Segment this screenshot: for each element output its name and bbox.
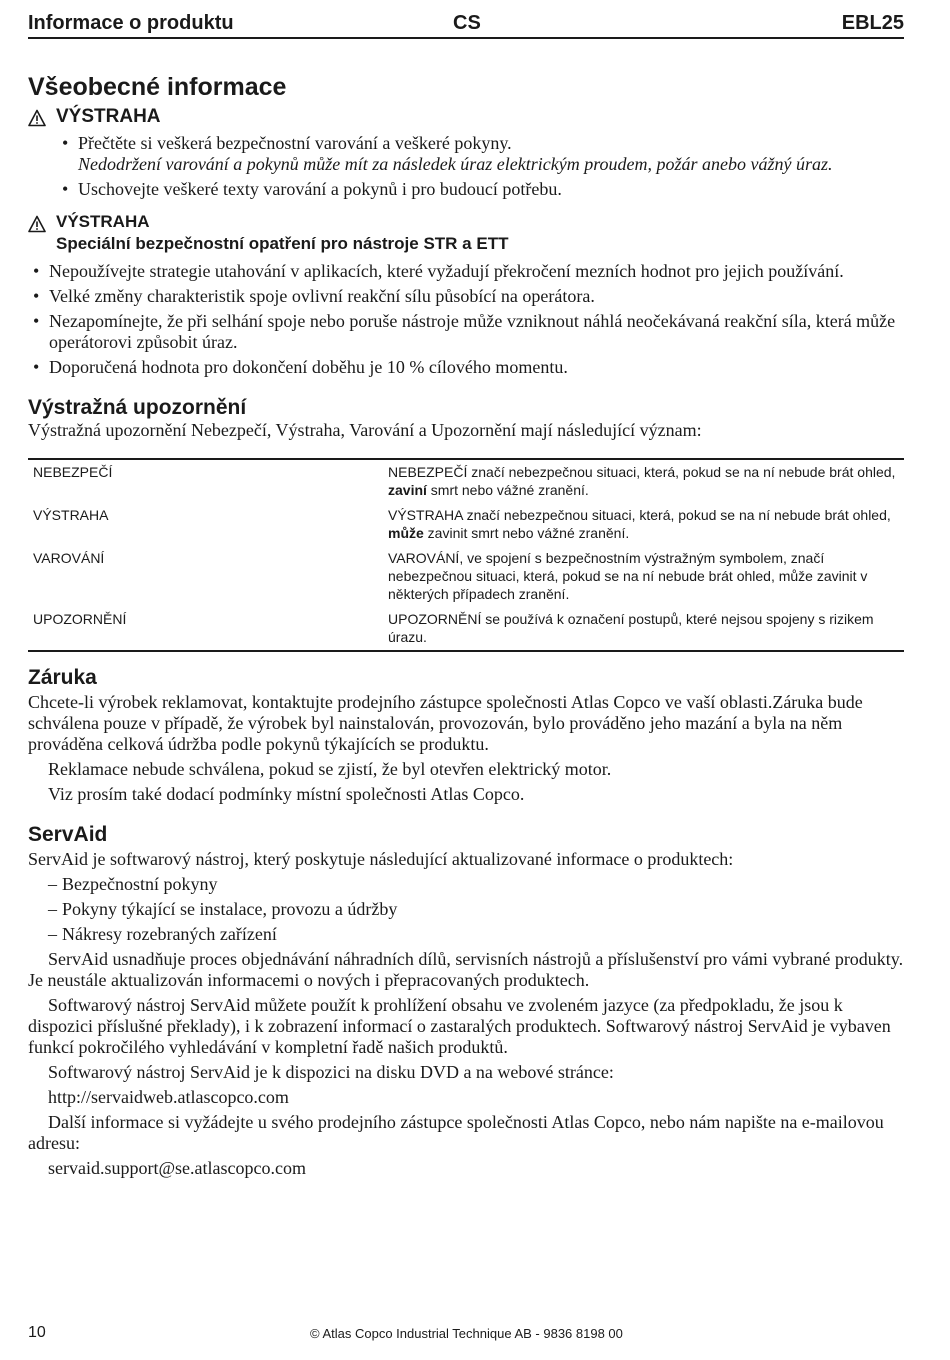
list-item: • Velké změny charakteristik spoje ovlivní reakční sílu působící na operátora. bbox=[49, 286, 904, 307]
list-item: – Pokyny týkající se instalace, provozu a údržby bbox=[48, 899, 904, 920]
page-footer bbox=[0, 1324, 950, 1344]
list-item: • Uschovejte veškeré texty varování a pokynů i pro budoucí potřebu. bbox=[78, 179, 904, 200]
signal-definition: UPOZORNĚNÍ se používá k označení postupů, které nejsou spojeny s rizikem úrazu. bbox=[388, 611, 874, 645]
table-row bbox=[28, 607, 904, 651]
list-item: – Nákresy rozebraných zařízení bbox=[48, 924, 904, 945]
signal-definition: VÝSTRAHA značí nebezpečnou situaci, která, pokud se na ní nebude brát ohled, může zavinit smrt nebo vážné zranění. bbox=[388, 507, 891, 541]
section-title-servaid: ServAid bbox=[28, 823, 108, 846]
header-language: CS bbox=[453, 12, 481, 34]
header-model: EBL25 bbox=[841, 12, 904, 34]
servaid-email-link[interactable]: servaid.support@se.atlascopco.com bbox=[48, 1158, 307, 1178]
signal-words-table bbox=[28, 458, 904, 652]
signals-intro: Výstražná upozornění Nebezpečí, Výstraha, Varování a Upozornění mají následující význam: bbox=[28, 420, 702, 440]
page-number: 10 bbox=[28, 1324, 46, 1341]
table-row bbox=[28, 503, 904, 546]
section-title-warranty: Záruka bbox=[28, 666, 97, 689]
page-header bbox=[28, 12, 904, 39]
warning-heading-2 bbox=[28, 212, 904, 233]
warning-subtitle: Speciální bezpečnostní opatření pro nástroje STR a ETT bbox=[56, 234, 509, 253]
warranty-paragraph: Viz prosím také dodací podmínky místní společnosti Atlas Copco. bbox=[48, 784, 525, 804]
warning-1-italic: Nedodržení varování a pokynů může mít za následek úraz elektrickým proudem, požár anebo vážný úraz. bbox=[78, 154, 833, 174]
signal-term: VÝSTRAHA bbox=[33, 507, 109, 523]
signal-term: NEBEZPEČÍ bbox=[33, 464, 113, 480]
warning-1-list bbox=[78, 133, 904, 200]
warning-heading-1 bbox=[28, 106, 904, 128]
warning-label: VÝSTRAHA bbox=[56, 212, 150, 231]
servaid-paragraph: Další informace si vyžádejte u svého prodejního zástupce společnosti Atlas Copco, nebo nám napište na e-mailovou adresu: bbox=[28, 1112, 884, 1153]
warning-2-list bbox=[49, 261, 904, 378]
table-row bbox=[28, 546, 904, 607]
list-item: • Nezapomínejte, že při selhání spoje nebo poruše nástroje může vzniknout náhlá neočekávaná reakční síla, která může operátorovi způsobit úraz. bbox=[49, 311, 904, 353]
page-content bbox=[28, 72, 904, 1183]
section-title-signals: Výstražná upozornění bbox=[28, 396, 247, 419]
servaid-paragraph: ServAid usnadňuje proces objednávání náhradních dílů, servisních nástrojů a příslušenství pro vámi vybrané produkty. Je neustále aktualizován informacemi o nových i přepracovaných produktech. bbox=[28, 949, 904, 990]
warning-triangle-icon bbox=[28, 215, 46, 233]
signal-term: UPOZORNĚNÍ bbox=[33, 611, 127, 627]
list-item: • Doporučená hodnota pro dokončení doběhu je 10 % cílového momentu. bbox=[49, 357, 904, 378]
list-item: – Bezpečnostní pokyny bbox=[48, 874, 904, 895]
warning-label: VÝSTRAHA bbox=[56, 106, 161, 127]
warning-triangle-icon bbox=[28, 109, 46, 127]
header-section-title: Informace o produktu bbox=[28, 12, 234, 34]
servaid-paragraph: Softwarový nástroj ServAid můžete použít k prohlížení obsahu ve zvoleném jazyce (za předpokladu, že jsou k dispozici příslušné překlady), i k zobrazení informací o zastaralých produktech. Softwarový nástroj ServAid je vybaven funkcí pokročilého vyhledávání v kompletní řadě našich produktů. bbox=[28, 995, 891, 1057]
signal-definition: VAROVÁNÍ, ve spojení s bezpečnostním výstražným symbolem, značí nebezpečnou situaci, která, pokud se na ní nebude brát ohled, může zavinit v některých případech zranění. bbox=[388, 550, 868, 602]
servaid-paragraph: Softwarový nástroj ServAid je k dispozici na disku DVD a na webové stránce: bbox=[48, 1062, 614, 1082]
section-title-general: Všeobecné informace bbox=[28, 73, 287, 101]
signal-term: VAROVÁNÍ bbox=[33, 550, 105, 566]
signal-definition: NEBEZPEČÍ značí nebezpečnou situaci, která, pokud se na ní nebude brát ohled, zaviní smrt nebo vážné zranění. bbox=[388, 464, 896, 498]
list-item bbox=[78, 133, 904, 175]
servaid-url-link[interactable]: http://servaidweb.atlascopco.com bbox=[48, 1087, 289, 1107]
warranty-paragraph: Chcete-li výrobek reklamovat, kontaktujte prodejního zástupce společnosti Atlas Copco ve vaší oblasti.Záruka bude schválena pouze v případě, že výrobek byl nainstalován, provozován, bylo prováděno jeho mazání a byla na něm prováděna celková údržba podle pokynů týkajících se produktu. bbox=[28, 692, 863, 754]
list-item: • Nepoužívejte strategie utahování v aplikacích, které vyžadují překročení mezních hodnot pro jejich používání. bbox=[49, 261, 904, 282]
warranty-paragraph: Reklamace nebude schválena, pokud se zjistí, že byl otevřen elektrický motor. bbox=[48, 759, 612, 779]
servaid-paragraph: ServAid je softwarový nástroj, který poskytuje následující aktualizované informace o produktech: bbox=[28, 849, 734, 869]
warning-1-text: Přečtěte si veškerá bezpečnostní varování a veškeré pokyny. bbox=[78, 133, 512, 153]
copyright-notice: © Atlas Copco Industrial Technique AB - 9836 8198 00 bbox=[310, 1326, 623, 1341]
servaid-info-list bbox=[48, 874, 904, 945]
table-row bbox=[28, 459, 904, 503]
